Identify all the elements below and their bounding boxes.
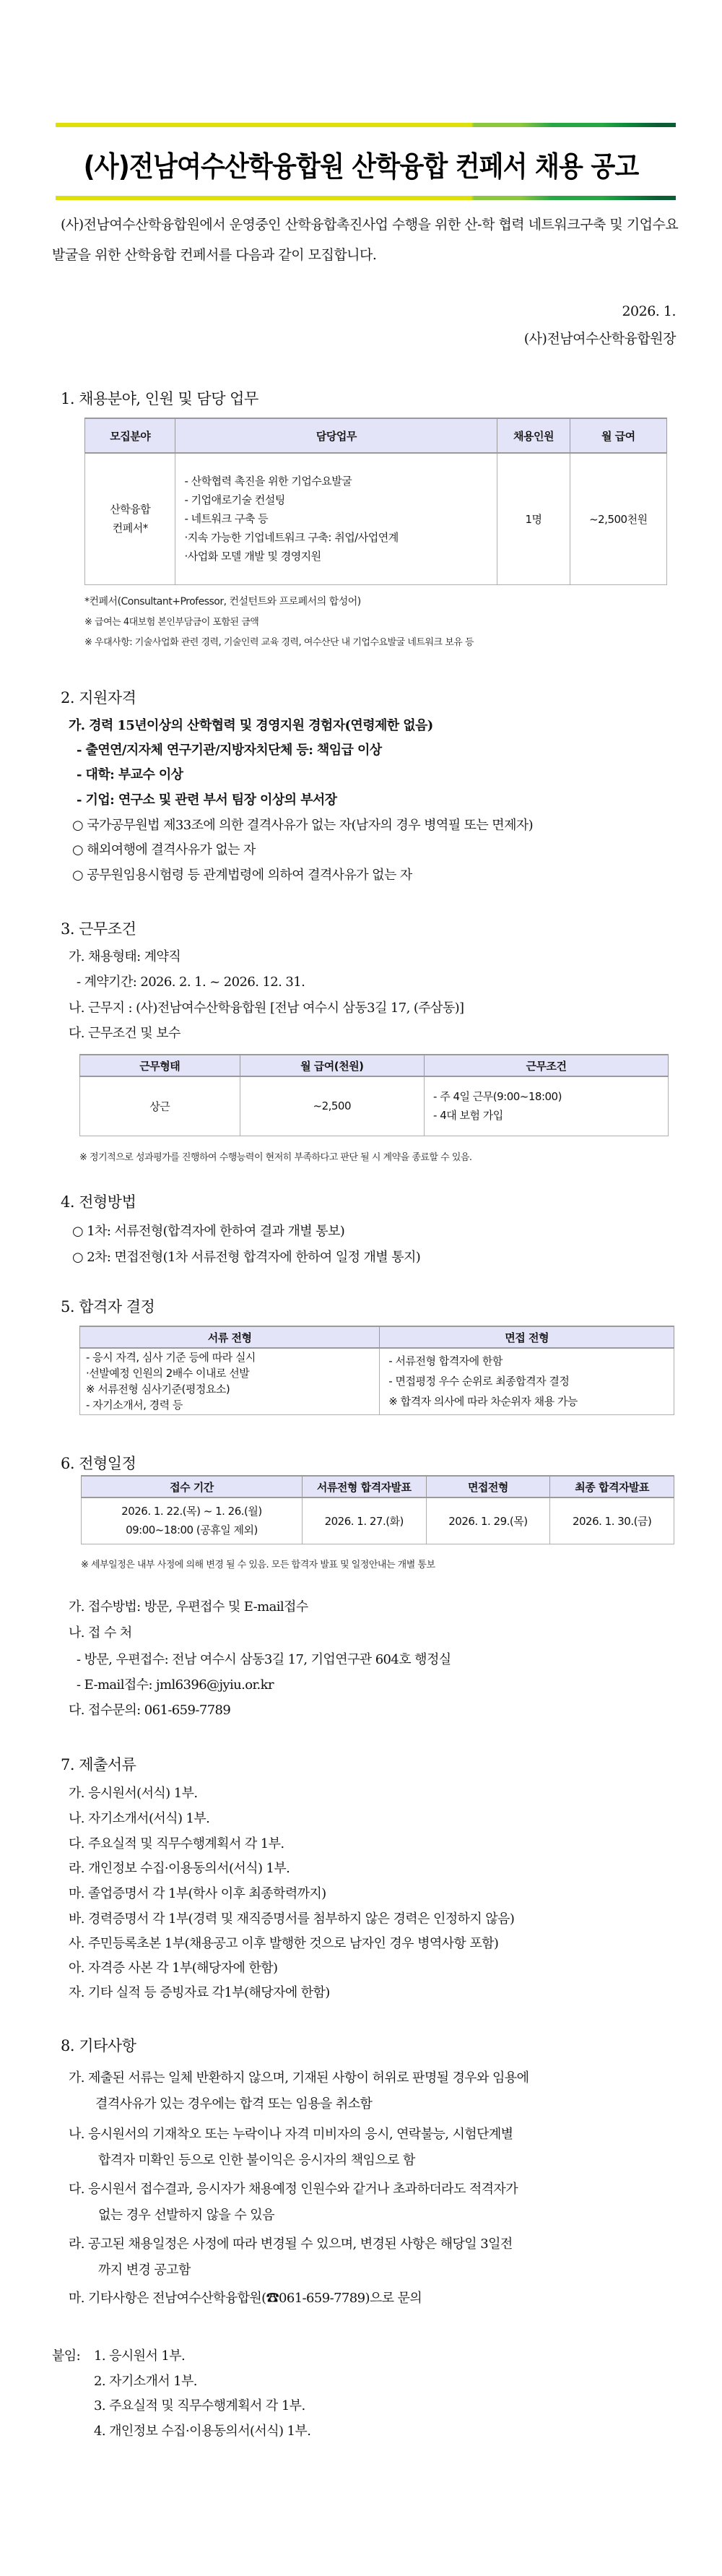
work-conditions-cell bbox=[425, 1076, 669, 1136]
condition-line: 다. 근무조건 및 보수 bbox=[69, 1026, 180, 1041]
header-monthly-salary: 월 급여(천원) bbox=[240, 1055, 425, 1076]
evaluation-note: ※ 정기적으로 성과평가를 진행하여 수행능력이 현저히 부족하다고 판단 될 시 계약을 종료할 수 있음. bbox=[79, 1152, 472, 1163]
section-6-heading: 6. 전형일정 bbox=[61, 1455, 136, 1472]
intro-paragraph: (사)전남여수산학융합원에서 운영중인 산학융합촉진사업 수행을 위한 산-학 협력 네트워크구축 및 기업수요발굴을 위한 산학융합 컨페서를 다음과 같이 모집합니다. bbox=[52, 217, 679, 263]
attachment-item: 3. 주요실적 및 직무수행계획서 각 1부. bbox=[94, 2398, 305, 2413]
document-item: 아. 자격증 사본 각 1부(해당자에 한함) bbox=[69, 1961, 278, 1976]
decision-table bbox=[79, 1326, 674, 1415]
field-line: 컨페서* bbox=[112, 522, 148, 535]
attachments-label: 붙임: bbox=[52, 2348, 81, 2364]
top-decorative-bar bbox=[56, 123, 676, 127]
section-1-heading: 1. 채용분야, 인원 및 담당 업무 bbox=[61, 390, 258, 407]
document-item: 마. 졸업증명서 각 1부(학사 이후 최종학력까지) bbox=[69, 1886, 326, 1901]
duties-cell bbox=[175, 453, 497, 584]
notice-item: 라. 공고된 채용일정은 사정에 따라 변경될 수 있으며, 변경된 사항은 해당일 3일전 bbox=[69, 2236, 513, 2252]
condition-line: - 계약기간: 2026. 2. 1. ~ 2026. 12. 31. bbox=[77, 974, 305, 990]
criteria-line: ※ 합격자 의사에 따라 차순위자 채용 가능 bbox=[388, 1395, 578, 1409]
document-item: 나. 자기소개서(서식) 1부. bbox=[69, 1811, 210, 1826]
announcement-date: 2026. 1. bbox=[622, 303, 676, 319]
final-result-cell: 2026. 1. 30.(금) bbox=[550, 1497, 674, 1544]
section-5-heading: 5. 합격자 결정 bbox=[61, 1298, 155, 1315]
page-title: (사)전남여수산학융합원 산학융합 컨페서 채용 공고 bbox=[83, 151, 639, 183]
section-7-heading: 7. 제출서류 bbox=[61, 1756, 136, 1773]
notice-item: 가. 제출된 서류는 일체 반환하지 않으며, 기재된 사항이 허위로 판명될 경우와 임용에 bbox=[69, 2070, 529, 2086]
header-work-conditions: 근무조건 bbox=[425, 1055, 669, 1076]
section-2-heading: 2. 지원자격 bbox=[61, 689, 136, 706]
header-interview: 면접 전형 bbox=[380, 1326, 674, 1348]
attachment-item: 1. 응시원서 1부. bbox=[94, 2348, 186, 2364]
selection-step: ○ 1차: 서류전형(합격자에 한하여 결과 개별 통보) bbox=[72, 1224, 345, 1239]
criteria-line: - 응시 자격, 심사 기준 등에 따라 실시 bbox=[86, 1351, 256, 1365]
document-item: 라. 개인정보 수집·이용동의서(서식) 1부. bbox=[69, 1861, 290, 1876]
application-line: 가. 접수방법: 방문, 우편접수 및 E-mail접수 bbox=[69, 1599, 308, 1615]
criteria-line: ※ 서류전형 심사기준(평정요소) bbox=[86, 1383, 230, 1396]
application-line: - 방문, 우편접수: 전남 여수시 삼동3길 17, 기업연구관 604호 행정실 bbox=[77, 1652, 451, 1667]
qualification-line: - 출연연/지자체 연구기관/지방자치단체 등: 책임급 이상 bbox=[77, 743, 382, 758]
schedule-note: ※ 세부일정은 내부 사정에 의해 변경 될 수 있음. 모든 합격자 발표 및 일정안내는 개별 통보 bbox=[81, 1560, 435, 1570]
condition-item: - 4대 보험 가입 bbox=[433, 1109, 503, 1123]
condition-line: 가. 채용형태: 계약직 bbox=[69, 949, 181, 964]
qualification-line: 가. 경력 15년이상의 산학협력 및 경영지원 경험자(연령제한 없음) bbox=[69, 718, 433, 733]
attachment-item: 2. 자기소개서 1부. bbox=[94, 2374, 197, 2389]
period-line: 2026. 1. 22.(목) ~ 1. 26.(월) bbox=[121, 1505, 262, 1518]
preference-note: ※ 우대사항: 기술사업화 관련 경력, 기술인력 교육 경력, 여수산단 내 기업수요발굴 네트워크 보유 등 bbox=[84, 637, 474, 648]
application-line: 나. 접 수 처 bbox=[69, 1625, 132, 1641]
section-4-heading: 4. 전형방법 bbox=[61, 1193, 136, 1211]
work-type-cell: 상근 bbox=[80, 1076, 240, 1136]
section-8-heading: 8. 기타사항 bbox=[61, 2037, 136, 2054]
qualification-line: ○ 해외여행에 결격사유가 없는 자 bbox=[72, 842, 256, 857]
attachment-item: 4. 개인정보 수집·이용동의서(서식) 1부. bbox=[94, 2424, 311, 2439]
salary-cell: ~2,500천원 bbox=[570, 453, 666, 584]
header-headcount: 채용인원 bbox=[497, 418, 570, 453]
notice-item-cont: 합격자 미확인 등으로 인한 불이익은 응시자의 책임으로 함 bbox=[98, 2153, 415, 2168]
criteria-line: - 면접평정 우수 순위로 최종합격자 결정 bbox=[388, 1375, 570, 1388]
header-field: 모집분야 bbox=[85, 418, 175, 453]
consultant-note: *컨페서(Consultant+Professor, 컨설턴트와 프로페서의 합성어) bbox=[84, 596, 361, 608]
criteria-line: ·선발예정 인원의 2배수 이내로 선발 bbox=[86, 1367, 250, 1380]
header-document-result: 서류전형 합격자발표 bbox=[302, 1476, 426, 1497]
duty-item: - 산학협력 촉진을 위한 기업수요발굴 bbox=[184, 475, 352, 488]
document-item: 바. 경력증명서 각 1부(경력 및 재직증명서를 첨부하지 않은 경력은 인정하지 않음) bbox=[69, 1911, 515, 1927]
recruitment-table bbox=[84, 418, 667, 585]
salary-note: ※ 급여는 4대보험 본인부담금이 포함된 금액 bbox=[84, 617, 259, 628]
duty-item: - 네트워크 구축 등 bbox=[184, 512, 269, 526]
header-work-type: 근무형태 bbox=[80, 1055, 240, 1076]
period-line: 09:00~18:00 (공휴일 제외) bbox=[126, 1523, 258, 1537]
interview-cell bbox=[380, 1348, 674, 1414]
notice-item: 다. 응시원서 접수결과, 응시자가 채용예정 인원수와 같거나 초과하더라도 적격자가 bbox=[69, 2182, 518, 2197]
document-item: 가. 응시원서(서식) 1부. bbox=[69, 1786, 198, 1801]
duty-item: ·사업화 모델 개발 및 경영지원 bbox=[184, 550, 321, 563]
qualification-line: ○ 국가공무원법 제33조에 의한 결격사유가 없는 자(남자의 경우 병역필 또는 면제자) bbox=[72, 818, 534, 833]
header-salary: 월 급여 bbox=[570, 418, 666, 453]
qualification-line: ○ 공무원임용시험령 등 관계법령에 의하여 결격사유가 없는 자 bbox=[72, 868, 412, 883]
qualification-line: - 기업: 연구소 및 관련 부서 팀장 이상의 부서장 bbox=[77, 792, 337, 808]
section-3-heading: 3. 근무조건 bbox=[61, 920, 136, 938]
notice-item-cont: 결격사유가 있는 경우에는 합격 또는 임용을 취소함 bbox=[95, 2096, 373, 2112]
criteria-line: - 자기소개서, 경력 등 bbox=[86, 1399, 183, 1412]
headcount-cell: 1명 bbox=[497, 453, 570, 584]
document-screening-cell bbox=[80, 1348, 380, 1414]
work-conditions-table bbox=[79, 1054, 669, 1136]
notice-item-cont: 없는 경우 선발하지 않을 수 있음 bbox=[98, 2208, 274, 2223]
document-item: 다. 주요실적 및 직무수행계획서 각 1부. bbox=[69, 1836, 284, 1851]
document-item: 사. 주민등록초본 1부(채용공고 이후 발행한 것으로 남자인 경우 병역사항 포함) bbox=[69, 1936, 499, 1951]
qualification-line: - 대학: 부교수 이상 bbox=[77, 767, 183, 782]
interview-date-cell: 2026. 1. 29.(목) bbox=[426, 1497, 550, 1544]
notice-item: 마. 기타사항은 전남여수산학융합원(☎061-659-7789)으로 문의 bbox=[69, 2291, 422, 2306]
condition-line: 나. 근무지 : (사)전남여수산학융합원 [전남 여수시 삼동3길 17, (주삼동)] bbox=[69, 1000, 464, 1016]
header-application-period: 접수 기간 bbox=[82, 1476, 303, 1497]
selection-step: ○ 2차: 면접전형(1차 서류전형 합격자에 한하여 일정 개별 통지) bbox=[72, 1250, 421, 1265]
document-item: 자. 기타 실적 등 증빙자료 각1부(해당자에 한함) bbox=[69, 1985, 330, 2000]
document-result-cell: 2026. 1. 27.(화) bbox=[302, 1497, 426, 1544]
duty-item: ·지속 가능한 기업네트워크 구축: 취업/사업연계 bbox=[184, 531, 399, 545]
phone-contact: 다. 접수문의: 061-659-7789 bbox=[69, 1703, 231, 1718]
bottom-decorative-bar bbox=[56, 196, 676, 200]
notice-item-cont: 까지 변경 공고함 bbox=[98, 2262, 191, 2278]
condition-item: - 주 4일 근무(9:00~18:00) bbox=[433, 1090, 562, 1104]
application-period-cell bbox=[82, 1497, 303, 1544]
criteria-line: - 서류전형 합격자에 한함 bbox=[388, 1354, 503, 1368]
header-document-screening: 서류 전형 bbox=[80, 1326, 380, 1348]
issuer-name: (사)전남여수산학융합원장 bbox=[523, 331, 676, 347]
header-interview-date: 면접전형 bbox=[426, 1476, 550, 1497]
monthly-salary-cell: ~2,500 bbox=[240, 1076, 425, 1136]
field-cell bbox=[85, 453, 175, 584]
email-contact: - E-mail접수: jml6396@jyiu.or.kr bbox=[77, 1677, 274, 1693]
duty-item: - 기업애로기술 컨설팅 bbox=[184, 493, 285, 507]
notice-item: 나. 응시원서의 기재착오 또는 누락이나 자격 미비자의 응시, 연락불능, 시험단계별 bbox=[69, 2127, 513, 2142]
header-duties: 담당업무 bbox=[175, 418, 497, 453]
field-line: 산학융합 bbox=[110, 503, 151, 517]
header-final-result: 최종 합격자발표 bbox=[550, 1476, 674, 1497]
schedule-table bbox=[81, 1475, 674, 1544]
